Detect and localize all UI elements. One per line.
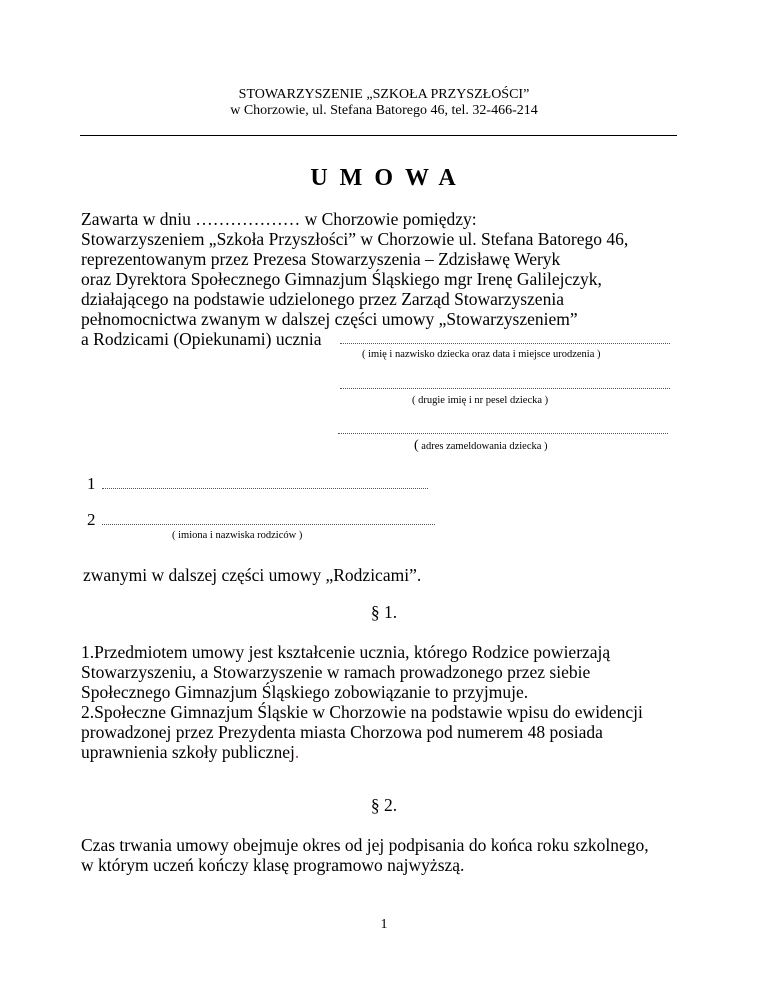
document-title: UMOWA bbox=[310, 165, 468, 191]
intro-date-dots: ……………… bbox=[195, 209, 301, 229]
intro-line-5: działającego na podstawie udzielonego przez Zarząd Stowarzyszenia bbox=[81, 289, 564, 309]
section-1-line-6 bbox=[81, 742, 299, 763]
intro-line-6: pełnomocnictwa zwanym w dalszej części umowy „Stowarzyszeniem” bbox=[81, 309, 578, 329]
section-2-line-2: w którym uczeń kończy klasę programowo najwyższą. bbox=[81, 855, 465, 875]
parent-1-number: 1 bbox=[87, 474, 96, 493]
child-name-dotline bbox=[340, 343, 670, 344]
child-name-caption: ( imię i nazwisko dziecka oraz data i miejsce urodzenia ) bbox=[362, 349, 601, 360]
section-1-line-4: 2.Społeczne Gimnazjum Śląskie w Chorzowie na podstawie wpisu do ewidencji bbox=[81, 702, 643, 722]
parent-1-dotline bbox=[102, 488, 428, 489]
child-pesel-caption: ( drugie imię i nr pesel dziecka ) bbox=[412, 395, 549, 406]
intro-line-2: Stowarzyszeniem „Szkoła Przyszłości” w Chorzowie ul. Stefana Batorego 46, bbox=[81, 229, 629, 249]
child-address-caption bbox=[414, 438, 548, 454]
section-1-line-6-period: . bbox=[294, 742, 300, 762]
child-address-dotline bbox=[338, 433, 668, 434]
section-1-line-1: 1.Przedmiotem umowy jest kształcenie ucznia, którego Rodzice powierzają bbox=[81, 642, 611, 662]
intro-line-4: oraz Dyrektora Społecznego Gimnazjum Śląskiego mgr Irenę Galilejczyk, bbox=[81, 269, 602, 289]
parent-2-number: 2 bbox=[87, 510, 96, 529]
section-1-line-3: Społecznego Gimnazjum Śląskiego zobowiązanie to przyjmuje. bbox=[81, 682, 529, 702]
section-1-line-6-text: uprawnienia szkoły publicznej bbox=[81, 742, 295, 762]
intro-line-7: a Rodzicami (Opiekunami) ucznia bbox=[81, 329, 322, 349]
parents-called: zwanymi w dalszej części umowy „Rodzicami”. bbox=[83, 565, 422, 585]
intro-line-1 bbox=[81, 209, 477, 230]
intro-place: w Chorzowie pomiędzy: bbox=[304, 209, 477, 229]
section-1-line-2: Stowarzyszeniu, a Stowarzyszenie w ramach prowadzonego przez siebie bbox=[81, 662, 591, 682]
association-address: w Chorzowie, ul. Stefana Batorego 46, tel. 32-466-214 bbox=[230, 103, 538, 118]
page-number: 1 bbox=[380, 917, 388, 932]
association-name: STOWARZYSZENIE „SZKOŁA PRZYSZŁOŚCI” bbox=[238, 87, 530, 102]
child-address-caption-paren: ( bbox=[414, 438, 419, 453]
parent-2-dotline bbox=[102, 524, 435, 525]
section-1-line-5: prowadzonej przez Prezydenta miasta Chorzowa pod numerem 48 posiada bbox=[81, 722, 603, 742]
parents-caption: ( imiona i nazwiska rodziców ) bbox=[172, 530, 303, 541]
section-2-mark: § 2. bbox=[370, 795, 398, 815]
child-address-caption-text: adres zameldowania dziecka ) bbox=[421, 441, 548, 452]
section-2-line-1: Czas trwania umowy obejmuje okres od jej podpisania do końca roku szkolnego, bbox=[81, 835, 649, 855]
header-divider bbox=[80, 135, 677, 136]
child-pesel-dotline bbox=[340, 388, 670, 389]
intro-line-3: reprezentowanym przez Prezesa Stowarzyszenia – Zdzisławę Weryk bbox=[81, 249, 561, 269]
section-1-mark: § 1. bbox=[370, 602, 398, 622]
intro-date-label: Zawarta w dniu bbox=[81, 209, 191, 229]
